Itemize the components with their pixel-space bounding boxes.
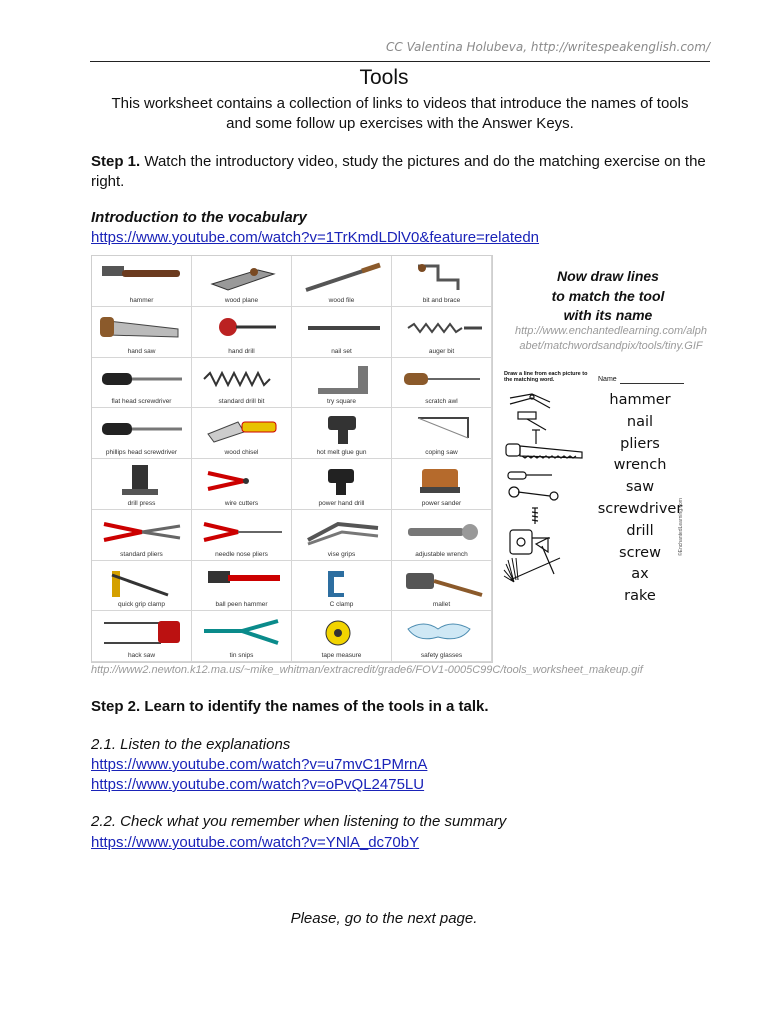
tool-cell [92, 510, 192, 561]
quick-grip-clamp-icon [98, 565, 184, 599]
wrench-icon [509, 487, 558, 500]
standard-drill-bit-icon [198, 362, 284, 396]
nail-icon [532, 430, 540, 444]
wire-cutters-icon [198, 463, 284, 497]
matching-word: screw [619, 544, 661, 561]
screwdriver-icon [508, 472, 552, 479]
tool-caption: mallet [432, 601, 451, 609]
step1-text: Watch the introductory video, study the pictures and do the matching exercise on the right. [91, 153, 706, 190]
intro-text [90, 94, 710, 134]
tool-caption: wood file [328, 296, 355, 304]
tool-cell [92, 561, 192, 612]
tool-caption: hot melt glue gun [316, 449, 367, 456]
worksheet-name-label: Name [598, 376, 617, 383]
tool-picture-grid [91, 255, 493, 663]
screw-icon [532, 508, 538, 524]
tin-snips-icon [198, 615, 284, 649]
try-square-icon [298, 362, 384, 396]
matching-heading [508, 267, 708, 326]
hot-melt-glue-gun-icon [298, 412, 384, 446]
matching-word: saw [625, 479, 655, 496]
tool-caption: needle nose pliers [215, 550, 268, 558]
tool-caption: try square [327, 398, 356, 406]
tool-cell [392, 408, 492, 459]
tool-caption: nail set [331, 347, 352, 355]
ball-peen-hammer-icon [198, 565, 284, 599]
vocabulary-heading: Introduction to the vocabulary [91, 209, 307, 226]
tool-caption: drill press [127, 499, 156, 507]
tool-cell [92, 256, 192, 307]
tool-cell [392, 561, 492, 612]
worksheet-name-line [620, 383, 684, 384]
flat-head-screwdriver-icon [98, 362, 184, 396]
tool-cell [292, 408, 392, 459]
tool-caption: hand saw [127, 347, 156, 355]
matching-word: wrench [613, 457, 667, 474]
vocabulary-video-link[interactable]: https://www.youtube.com/watch?v=1TrKmdLDlV0&feature=relatedn [91, 229, 540, 246]
worksheet-copyright: ©EnchantedLearning.com [678, 498, 684, 556]
tool-caption: vise grips [327, 550, 356, 558]
mallet-icon [398, 565, 484, 599]
tool-cell [192, 256, 292, 307]
hand-saw-icon [98, 311, 184, 345]
scratch-awl-icon [398, 362, 484, 396]
tool-caption: wood chisel [224, 449, 259, 456]
tool-cell [192, 358, 292, 409]
tool-caption: standard pliers [120, 550, 163, 558]
tool-cell [292, 358, 392, 409]
tool-cell [292, 459, 392, 510]
matching-source [506, 324, 716, 354]
tool-caption: bit and brace [422, 296, 461, 304]
needle-nose-pliers-icon [198, 514, 284, 548]
tool-caption: phillips head screwdriver [105, 449, 178, 456]
wood-file-icon [298, 260, 384, 294]
matching-heading-line-1: Now draw lines [557, 268, 659, 284]
matching-word: nail [626, 413, 654, 430]
rake-icon [504, 558, 560, 582]
tool-cell [292, 611, 392, 662]
worksheet-instruction: Draw a line from each picture to the matching word. [504, 371, 588, 383]
safety-glasses-icon [398, 615, 484, 649]
wood-plane-icon [198, 260, 284, 294]
tool-caption: safety glasses [420, 652, 463, 659]
hammer-icon [98, 260, 184, 294]
tool-caption: wood plane [224, 296, 259, 304]
tool-grid-source: http://www2.newton.k12.ma.us/~mike_whitman/extracredit/grade6/FOV1-0005C99C/tools_worksheet_makeup.gif [91, 664, 643, 676]
auger-bit-icon [398, 311, 484, 345]
tool-cell [392, 358, 492, 409]
tool-cell [92, 307, 192, 358]
tool-caption: auger bit [428, 347, 455, 355]
saw-icon [506, 444, 582, 458]
header-credit: CC Valentina Holubeva, http://writespeakenglish.com/ [386, 40, 710, 54]
matching-word: drill [626, 522, 654, 539]
step1-label: Step 1. [91, 153, 141, 170]
tool-caption: power sander [421, 499, 462, 507]
vise-grips-icon [298, 514, 384, 548]
explanation-video-link-1[interactable]: https://www.youtube.com/watch?v=u7mvC1PMrnA [91, 756, 428, 773]
tool-caption: tape measure [321, 652, 362, 659]
tool-caption: scratch awl [425, 398, 458, 406]
hack-saw-icon [98, 615, 184, 649]
tool-cell [292, 510, 392, 561]
tool-cell [292, 256, 392, 307]
next-page-note: Please, go to the next page. [290, 910, 478, 927]
c-clamp-icon [298, 565, 384, 599]
tool-cell [192, 611, 292, 662]
tool-cell [392, 256, 492, 307]
matching-word: screwdriver [597, 500, 683, 517]
tool-cell [92, 611, 192, 662]
tool-cell [92, 358, 192, 409]
tool-cell [192, 307, 292, 358]
tool-cell [392, 611, 492, 662]
hand-drill-icon [198, 311, 284, 345]
explanation-video-link-2[interactable]: https://www.youtube.com/watch?v=oPvQL2475LU [91, 776, 425, 793]
tool-cell [292, 307, 392, 358]
tool-caption: C clamp [329, 601, 354, 609]
tool-cell [192, 510, 292, 561]
tool-caption: coping saw [425, 449, 458, 456]
matching-heading-line-2: to match the tool [551, 287, 665, 304]
matching-heading-line-3: with its name [563, 307, 653, 323]
tool-caption: adjustable wrench [415, 550, 468, 558]
phillips-head-screwdriver-icon [98, 412, 184, 446]
tool-caption: hack saw [127, 652, 156, 659]
tool-cell [92, 459, 192, 510]
pliers-icon [510, 394, 550, 408]
step2-1-heading: 2.1. Listen to the explanations [91, 736, 291, 753]
tape-measure-icon [298, 615, 384, 649]
tool-cell [192, 459, 292, 510]
tool-cell [92, 408, 192, 459]
wood-chisel-icon [198, 412, 284, 446]
tool-cell [192, 408, 292, 459]
matching-source-line-1: http://www.enchantedlearning.com/alph [514, 325, 707, 337]
power-hand-drill-icon [298, 463, 384, 497]
tool-caption: standard drill bit [218, 398, 265, 406]
tool-cell [292, 561, 392, 612]
adjustable-wrench-icon [398, 514, 484, 548]
bit-and-brace-icon [398, 260, 484, 294]
coping-saw-icon [398, 412, 484, 446]
tool-caption: ball peen hammer [215, 601, 268, 609]
step1-paragraph [91, 152, 716, 192]
tool-caption: power hand drill [318, 499, 365, 507]
step2-heading: Step 2. Learn to identify the names of the tools in a talk. [91, 698, 489, 715]
matching-word: rake [624, 588, 656, 605]
intro-line-2: and some follow up exercises with the Answer Keys. [226, 115, 574, 132]
intro-line-1: This worksheet contains a collection of links to videos that introduce the names of tools [111, 95, 689, 112]
page-title: Tools [359, 66, 409, 89]
tool-cell [192, 561, 292, 612]
tool-caption: hand drill [228, 347, 255, 355]
ax-icon [536, 538, 554, 574]
tool-caption: quick grip clamp [118, 601, 165, 609]
header-divider [90, 61, 710, 62]
standard-pliers-icon [98, 514, 184, 548]
tool-cell [392, 459, 492, 510]
tool-caption: hammer [129, 296, 154, 304]
drill-press-icon [98, 463, 184, 497]
tool-caption: tin snips [229, 652, 254, 659]
matching-source-line-2: abet/matchwordsandpix/tools/tiny.GIF [519, 340, 703, 352]
hammer-icon [518, 412, 546, 430]
step2-2-heading: 2.2. Check what you remember when listening to the summary [91, 813, 507, 830]
tool-caption: flat head screwdriver [111, 398, 172, 406]
tool-cell [392, 510, 492, 561]
nail-set-icon [298, 311, 384, 345]
power-sander-icon [398, 463, 484, 497]
summary-video-link[interactable]: https://www.youtube.com/watch?v=YNlA_dc70bY [91, 834, 420, 851]
matching-word-list [588, 390, 692, 608]
tool-caption: wire cutters [224, 499, 259, 507]
tool-cell [392, 307, 492, 358]
matching-word: pliers [620, 435, 660, 452]
matching-word: hammer [609, 392, 671, 408]
matching-word: ax [631, 566, 649, 583]
